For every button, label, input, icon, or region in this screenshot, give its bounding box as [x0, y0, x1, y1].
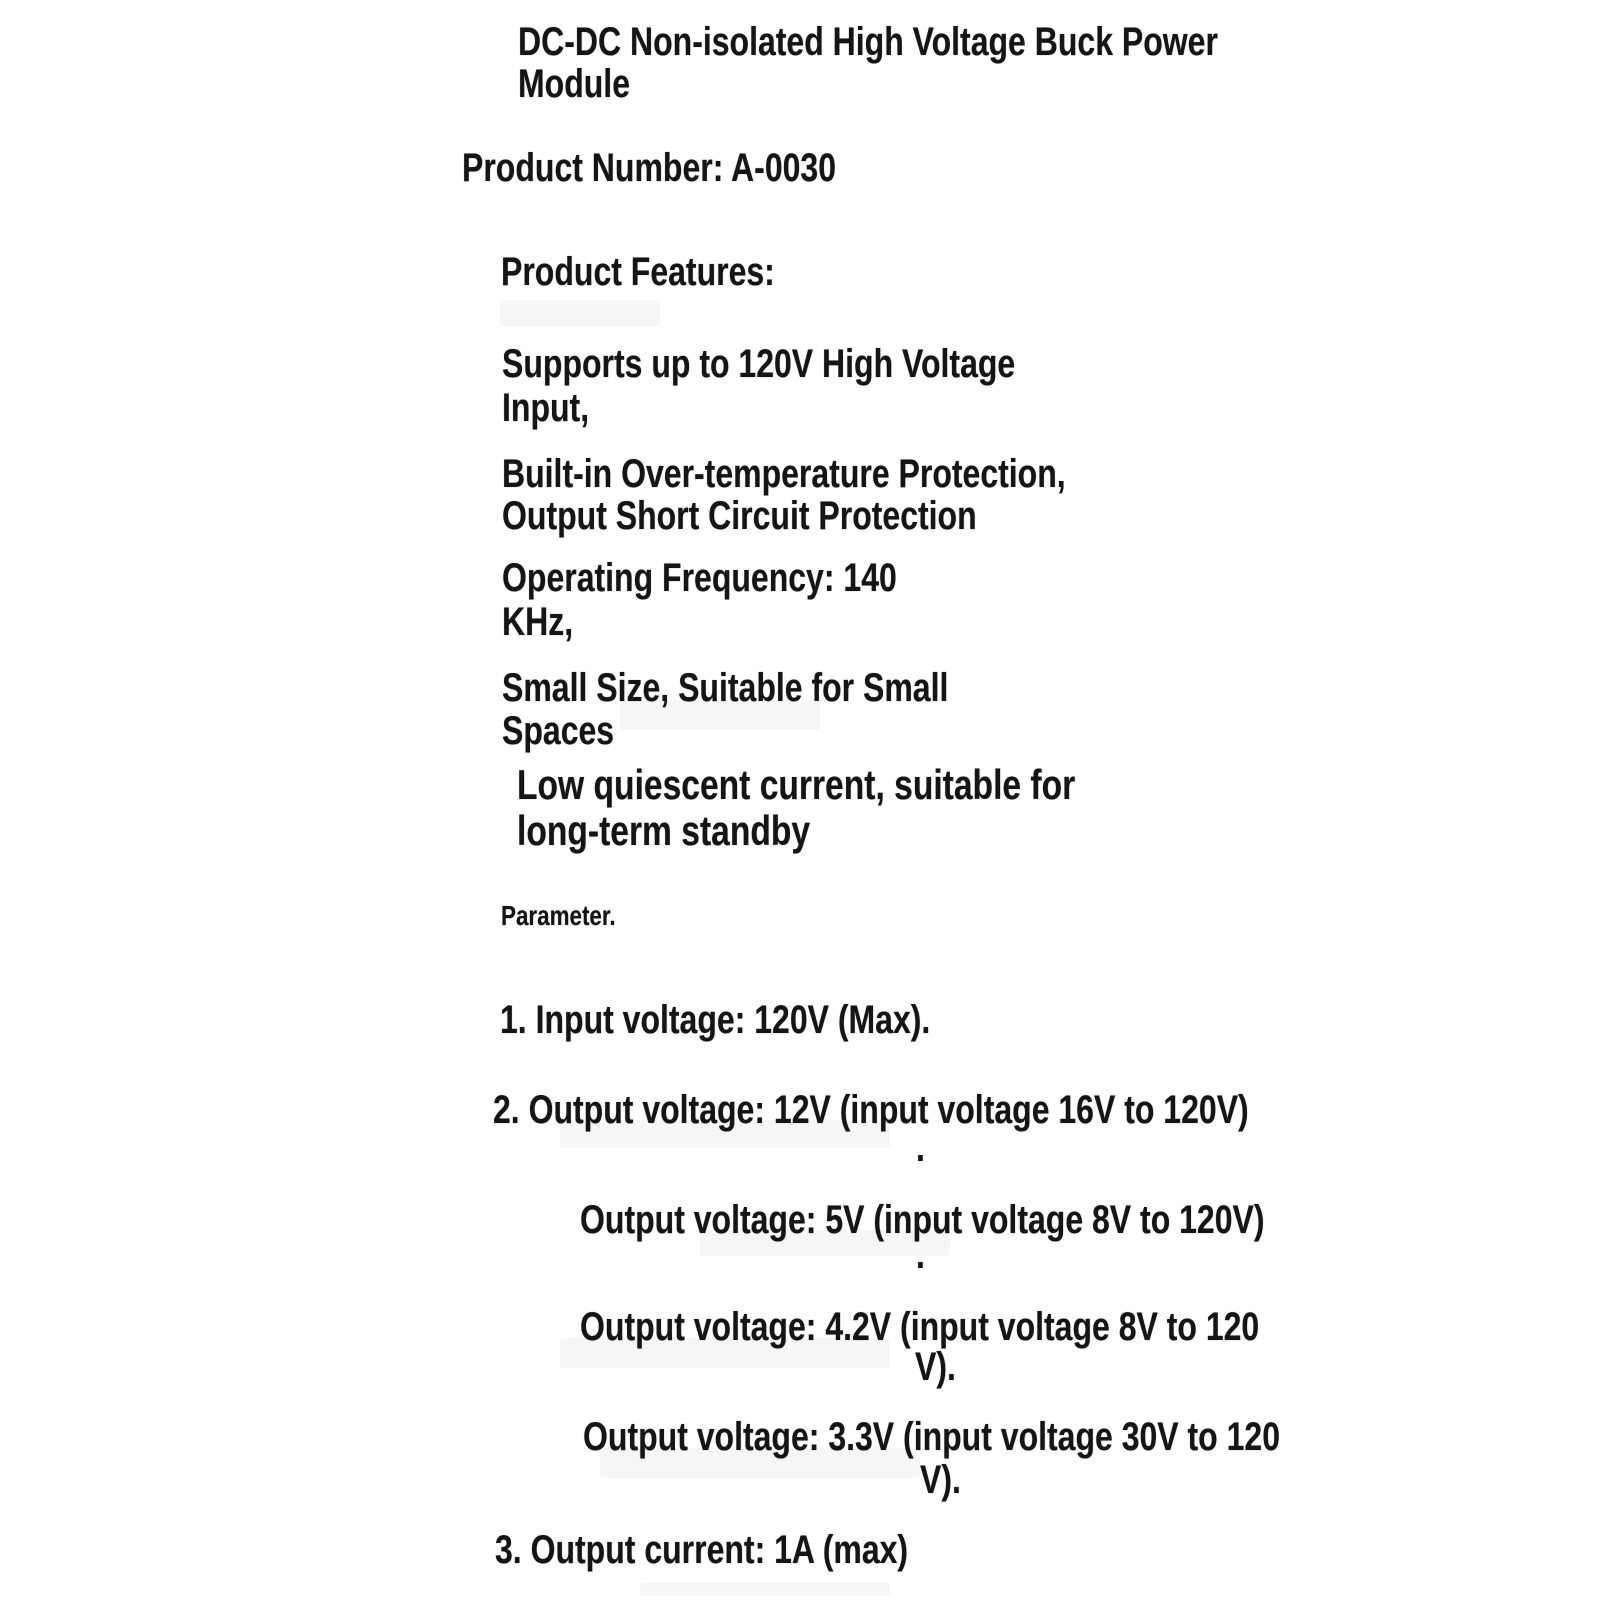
artifact-smudge: [560, 1120, 890, 1148]
artifact-smudge: [500, 300, 660, 326]
param-output-5v-dot: .: [916, 1233, 925, 1277]
feature-quiescent-current-line2: long-term standby: [517, 807, 811, 854]
artifact-smudge: [600, 1448, 920, 1478]
feature-high-voltage-input-line2: Input,: [502, 386, 590, 430]
param-output-3v3-line1: Output voltage: 3.3V (input voltage 30V to 120: [583, 1415, 1280, 1459]
artifact-smudge: [700, 1230, 950, 1256]
feature-small-size-line1: Small Size, Suitable for Small: [502, 666, 949, 710]
product-title-line1: DC-DC Non-isolated High Voltage Buck Power: [518, 20, 1218, 64]
feature-high-voltage-input-line1: Supports up to 120V High Voltage: [502, 342, 1016, 386]
param-output-5v-line1: Output voltage: 5V (input voltage 8V to 120V): [580, 1198, 1265, 1242]
feature-small-size-line2: Spaces: [502, 709, 615, 753]
param-output-current: 3. Output current: 1A (max): [495, 1528, 909, 1572]
parameters-heading: Parameter.: [501, 900, 616, 931]
feature-frequency-line1: Operating Frequency: 140: [502, 556, 897, 600]
feature-quiescent-current-line1: Low quiescent current, suitable for: [517, 761, 1076, 808]
artifact-smudge: [560, 1338, 890, 1368]
feature-frequency-line2: KHz,: [502, 600, 574, 644]
param-output-12v-line1: 2. Output voltage: 12V (input voltage 16V to 120V): [493, 1088, 1249, 1132]
feature-protection-line1: Built-in Over-temperature Protection,: [502, 452, 1066, 496]
param-output-12v-dot: .: [916, 1126, 925, 1170]
param-output-4v2-line1: Output voltage: 4.2V (input voltage 8V to 120: [580, 1305, 1260, 1349]
product-number: Product Number: A-0030: [462, 146, 836, 190]
param-output-4v2-line2: V).: [915, 1345, 956, 1389]
features-heading: Product Features:: [501, 250, 775, 294]
product-title-line2: Module: [518, 62, 630, 106]
param-input-voltage: 1. Input voltage: 120V (Max).: [500, 998, 931, 1042]
param-output-3v3-line2: V).: [920, 1458, 961, 1502]
artifact-smudge: [640, 1582, 890, 1596]
feature-protection-line2: Output Short Circuit Protection: [502, 494, 977, 538]
artifact-smudge: [620, 700, 820, 730]
